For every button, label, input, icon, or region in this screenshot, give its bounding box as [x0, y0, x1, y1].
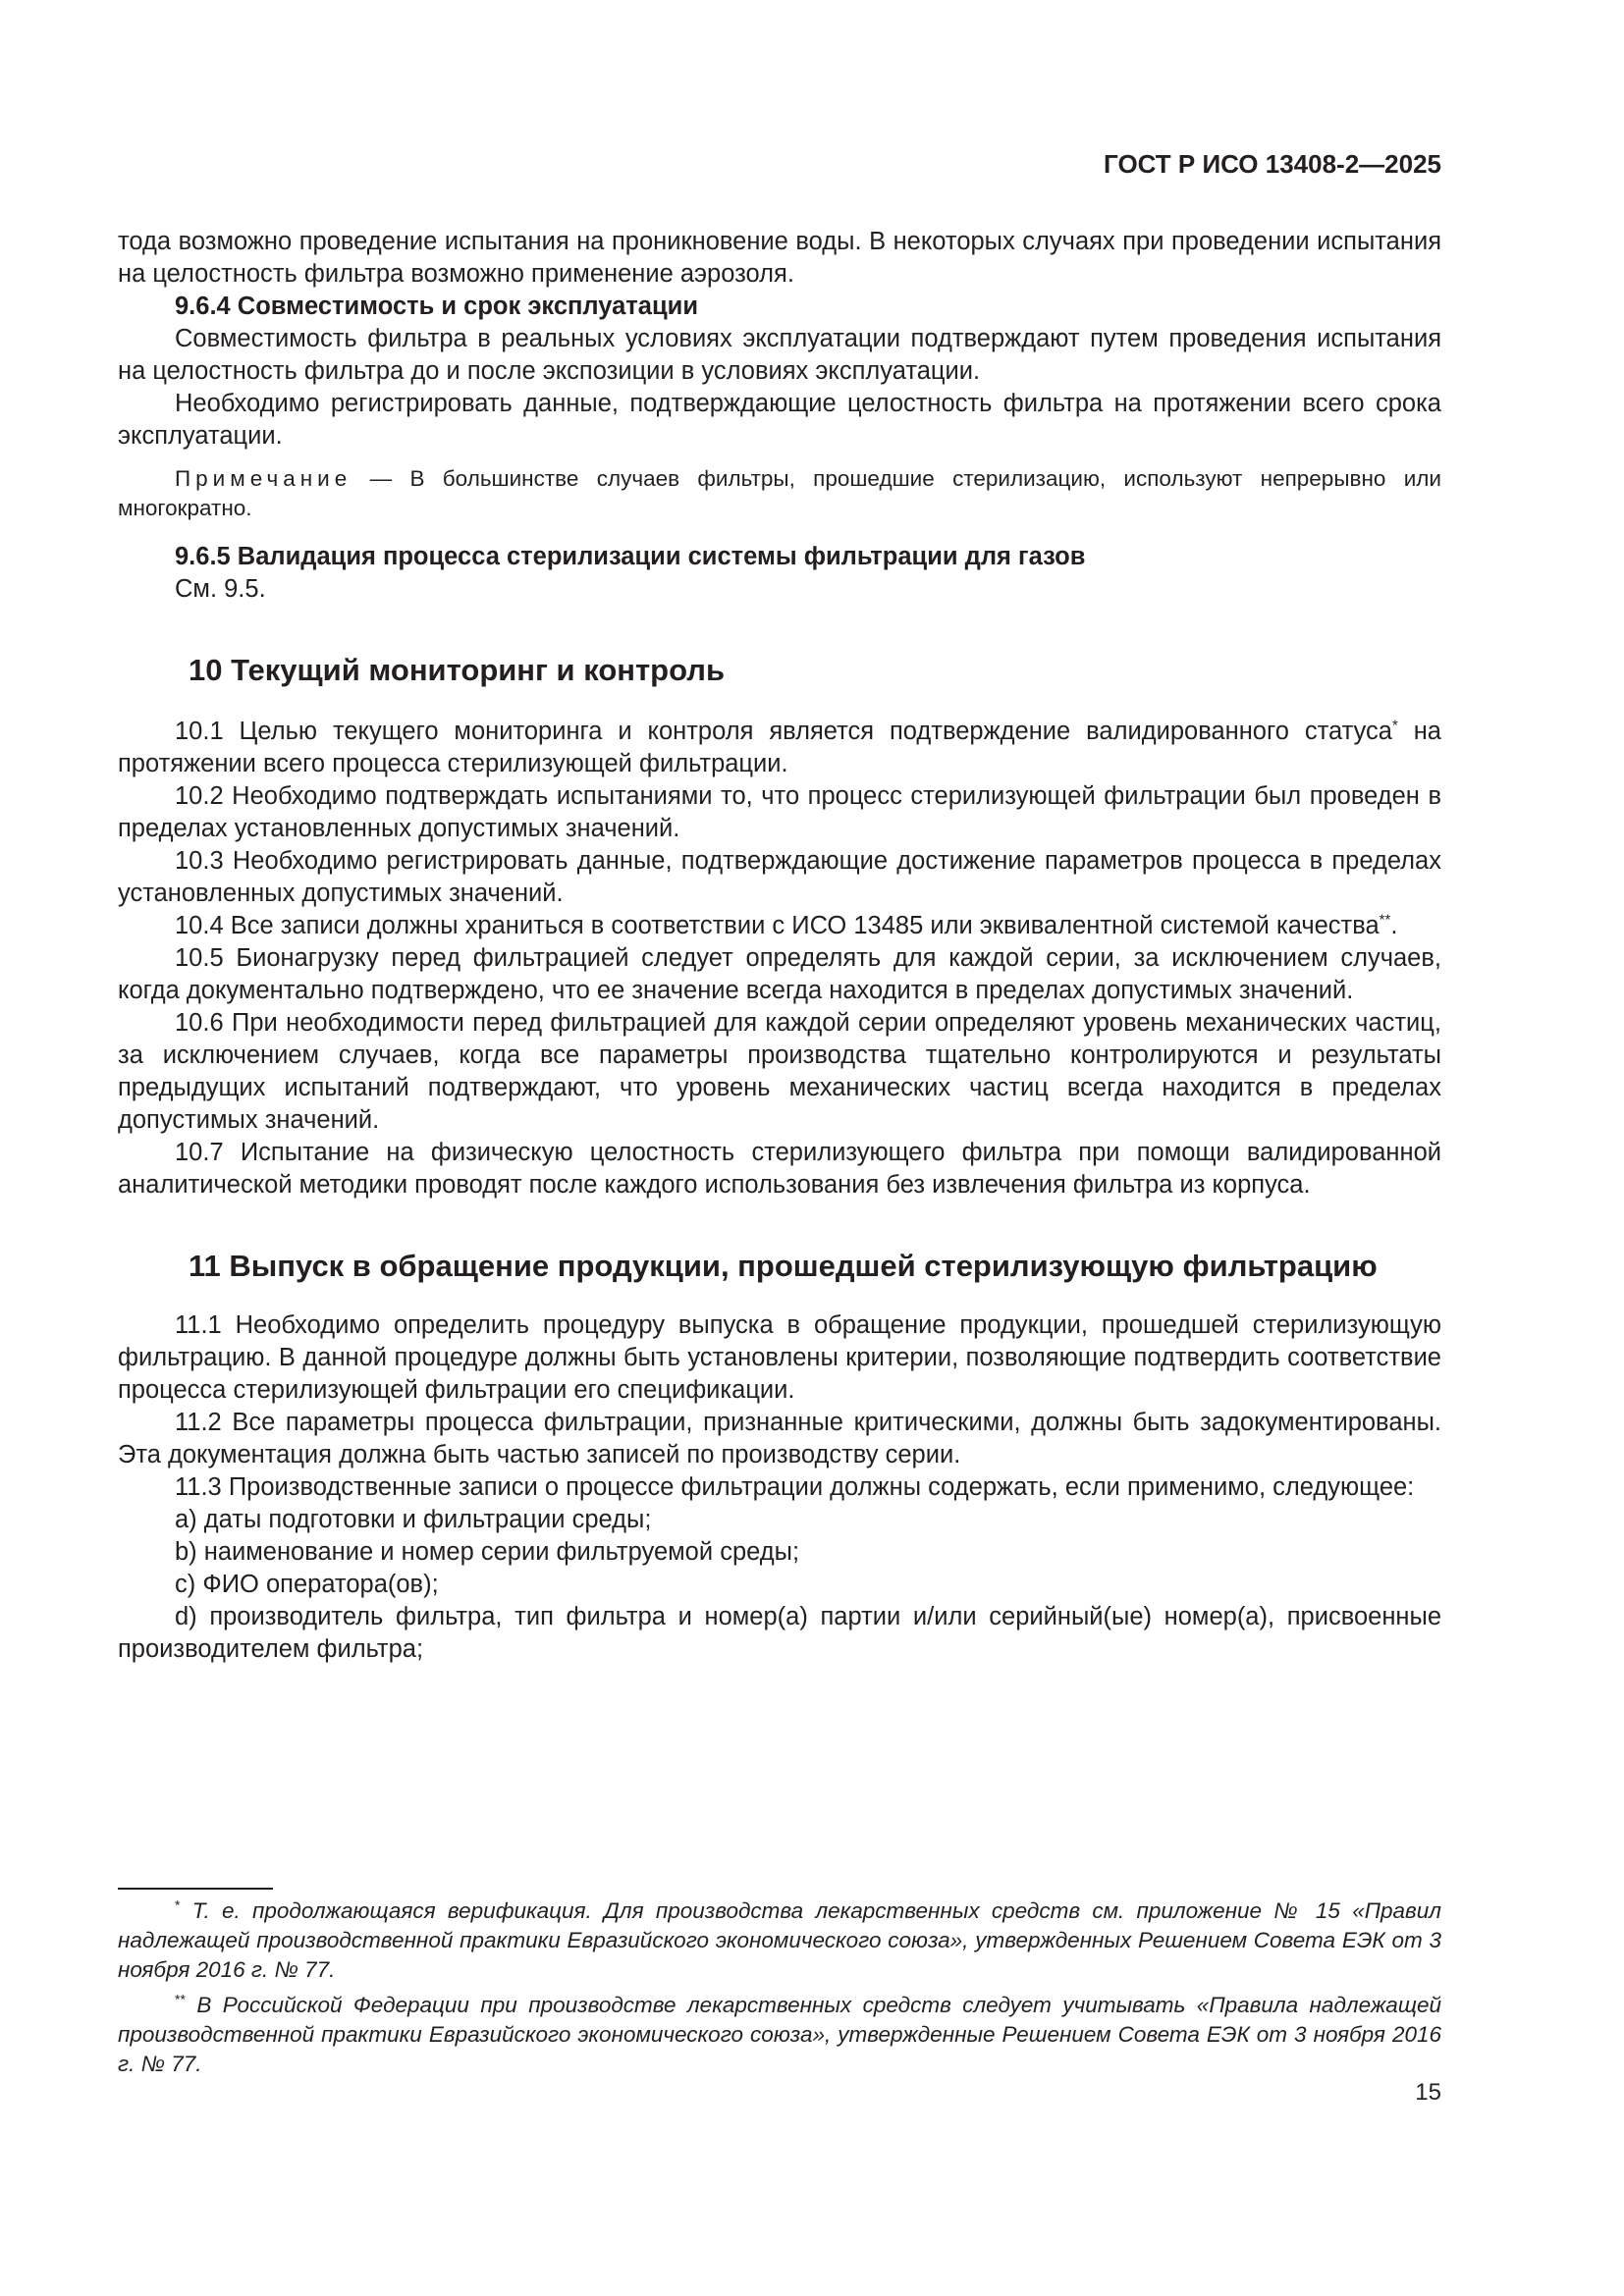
note-text: — В большинстве случаев фильтры, прошедшие стерилизацию, используют непрерывно или многократно. — [118, 466, 1441, 520]
footnote-separator — [118, 1888, 273, 1890]
list-item: d) производитель фильтра, тип фильтра и номер(а) партии и/или серийный(ые) номер(а), присвоенные производителем фильтра; — [118, 1603, 1441, 1663]
list-item: b) наименование и номер серии фильтруемой среды; — [175, 1538, 800, 1566]
clause-10-7: 10.7 Испытание на физическую целостность стерилизующего фильтра при помощи валидированной аналитической методики проводят после каждого использования без извлечения фильтра из корпуса. — [118, 1139, 1441, 1199]
main-text — [118, 226, 1441, 1666]
subsection-heading-9-6-4: 9.6.4 Совместимость и срок эксплуатации — [175, 293, 699, 320]
section-heading-10: 10 Текущий мониторинг и контроль — [189, 653, 726, 687]
cross-reference: См. 9.5. — [175, 575, 266, 603]
footnote — [118, 1896, 1441, 1985]
section-heading-11: 11 Выпуск в обращение продукции, прошедшей стерилизующую фильтрацию — [189, 1249, 1378, 1283]
clause-10-3: 10.3 Необходимо регистрировать данные, подтверждающие достижение параметров процесса в пределах установленных допустимых значений. — [118, 847, 1441, 907]
note-label: Примечание — [175, 466, 352, 491]
note — [118, 464, 1441, 523]
clause-11-2: 11.2 Все параметры процесса фильтрации, признанные критическими, должны быть задокументированы. Эта документация должна быть частью записей по производству серии. — [118, 1409, 1441, 1468]
clause-10-6: 10.6 При необходимости перед фильтрацией для каждой серии определяют уровень механических частиц, за исключением случаев, когда все параметры производства тщательно контролируются и результаты предыдущих испытаний подтверждают, что уровень механических частиц всегда находится в пределах допустимых значений. — [118, 1009, 1441, 1134]
clause-11-3: 11.3 Производственные записи о процессе фильтрации должны содержать, если применимо, следующее: — [175, 1473, 1415, 1501]
footnote-text: Т. е. продолжающаяся верификация. Для производства лекарственных средств см. приложение № 15 «Правил надлежащей производственной практики Евразийского экономического союза», утвержденных Решением Совета ЕЭК от 3 ноября 2016 г. № 77. — [118, 1898, 1441, 1982]
subsection-heading-9-6-5: 9.6.5 Валидация процесса стерилизации системы фильтрации для газов — [175, 543, 1086, 570]
paragraph-continuation: тода возможно проведение испытания на проникновение воды. В некоторых случаях при проведении испытания на целостность фильтра возможно применение аэрозоля. — [118, 228, 1441, 288]
clause-10-1: 10.1 Целью текущего мониторинга и контроля является подтверждение валидированного статуса* на протяжении всего процесса стерилизующей фильтрации. — [118, 717, 1441, 777]
document-code-header: ГОСТ Р ИСО 13408-2—2025 — [1104, 149, 1441, 179]
clause-11-1: 11.1 Необходимо определить процедуру выпуска в обращение продукции, прошедшей стерилизующую фильтрацию. В данной процедуре должны быть установлены критерии, позволяющие подтвердить соответствие процесса стерилизующей фильтрации его спецификации. — [118, 1311, 1441, 1404]
page-number: 15 — [1415, 2079, 1441, 2106]
footnote-marker: * — [1391, 717, 1398, 734]
paragraph: Необходимо регистрировать данные, подтверждающие целостность фильтра на протяжении всего срока эксплуатации. — [118, 390, 1441, 450]
footnote — [118, 1991, 1441, 2079]
footnote-marker: ** — [1379, 911, 1391, 929]
list-item: c) ФИО оператора(ов); — [175, 1571, 439, 1598]
clause-10-4: 10.4 Все записи должны храниться в соответствии с ИСО 13485 или эквивалентной системой качества**. — [175, 911, 1398, 939]
footnote-text: В Российской Федерации при производстве лекарственных средств следует учитывать «Правила надлежащей производственной практики Евразийского экономического союза», утвержденные Решением Совета ЕЭК от 3 ноября 2016 г. № 77. — [118, 1993, 1441, 2076]
clause-10-5: 10.5 Бионагрузку перед фильтрацией следует определять для каждой серии, за исключением случаев, когда документально подтверждено, что ее значение всегда находится в пределах допустимых значений. — [118, 944, 1441, 1004]
clause-10-2: 10.2 Необходимо подтверждать испытаниями то, что процесс стерилизующей фильтрации был проведен в пределах установленных допустимых значений. — [118, 782, 1441, 842]
paragraph: Совместимость фильтра в реальных условиях эксплуатации подтверждают путем проведения испытания на целостность фильтра до и после экспозиции в условиях эксплуатации. — [118, 325, 1441, 385]
footnote-marker: ** — [175, 1991, 186, 2007]
footnote-marker: * — [175, 1896, 181, 1913]
footnotes — [118, 1896, 1441, 2085]
list-item: a) даты подготовки и фильтрации среды; — [175, 1506, 652, 1533]
